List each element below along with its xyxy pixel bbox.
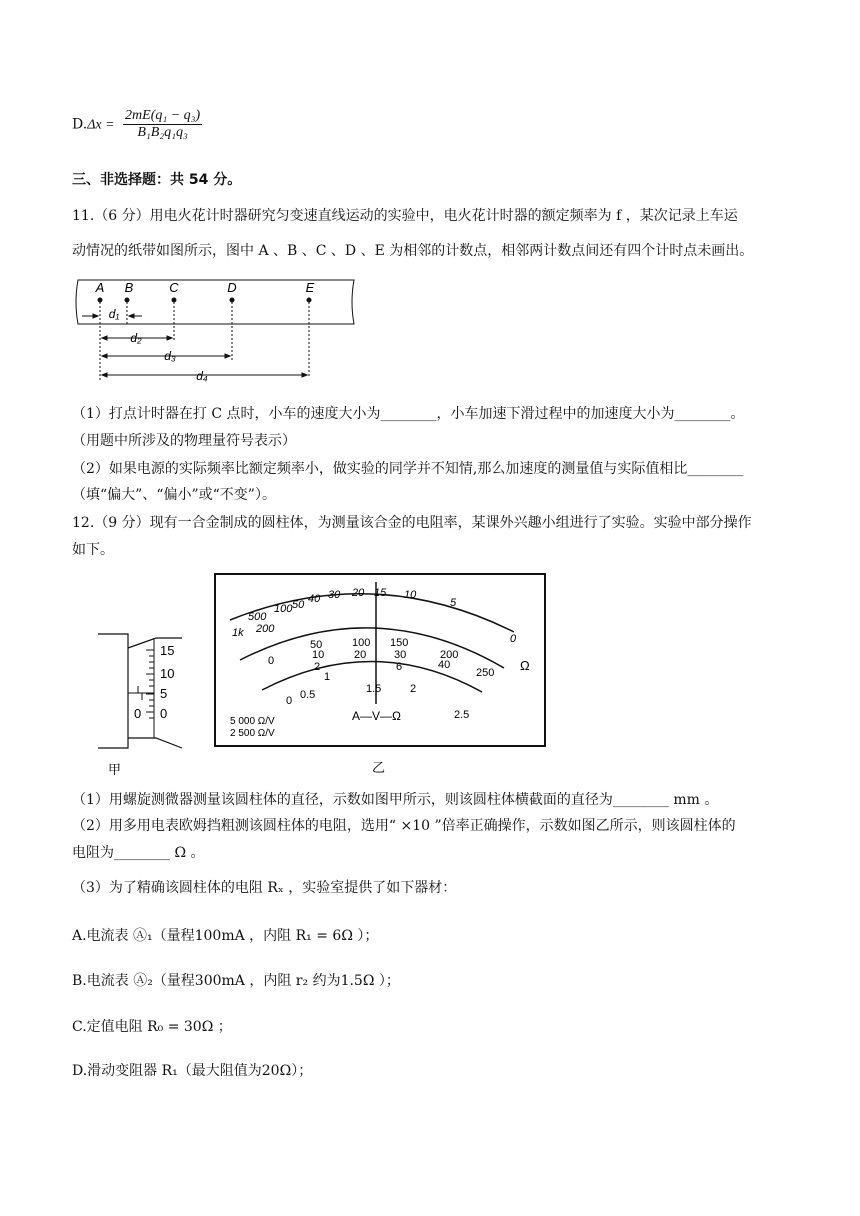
dc-0: 0 [268,655,275,667]
tape-point-e [307,298,312,303]
multimeter-figure [214,572,548,776]
ohm-20: 20 [352,587,365,599]
micrometer-5: 5 [160,686,168,701]
tape-point-a [98,298,103,303]
dc3-6: 6 [396,661,403,673]
meter-note-1: 5 000 Ω/V [230,716,275,727]
q11-sub2a: （2）如果电源的实际频率比额定频率小，做实验的同学并不知情,那么加速度的测量值与实际值相比________ [72,461,744,477]
q12-item-a: A.电流表 Ⓐ₁（量程100mA ，内阻 R₁ = 6Ω ）； [72,928,379,944]
option-d-lhs: Δx = [87,117,115,133]
ohm-200: 200 [256,623,275,635]
dc2-40: 40 [438,659,451,671]
ac-05: 0.5 [300,689,316,701]
dc2-20: 20 [354,649,367,661]
fig-jia-label: 甲 [108,762,122,777]
meter-center-label: A—V—Ω [352,709,401,723]
ohm-30: 30 [328,589,341,601]
q11-sub2b: （填“偏大”、“偏小”或“不变”）。 [72,487,276,503]
ac-2: 2 [410,683,417,695]
dc-250: 250 [476,667,495,679]
ohm-15: 15 [374,587,387,599]
q12-item-d: D.滑动变阻器 R₁（最大阻值为20Ω）； [72,1063,313,1079]
tape-point-c [172,298,177,303]
tape-label-a: A [95,280,105,295]
q11-line2: 动情况的纸带如图所示，图中 A 、B 、C 、D 、E 为相邻的计数点，相邻两计数点间还有四个计时点未画出。 [72,243,754,259]
fraction-denominator: B₁B₂q₁q₃ [137,125,188,140]
tape-label-d: D [227,280,237,295]
option-d [72,108,202,141]
ohm-10: 10 [404,589,417,601]
ac-0: 0 [286,695,293,707]
ohm-5: 5 [450,597,457,609]
dc2-10: 10 [312,649,325,661]
q12-sub1: （1）用螺旋测微器测量该圆柱体的直径，示数如图甲所示，则该圆柱体横截面的直径为________ mm 。 [72,792,719,808]
ohm-0: 0 [510,633,517,645]
ohm-1k: 1k [232,627,244,639]
ac-25: 2.5 [454,709,470,721]
tape-d2: d₂ [130,331,142,345]
paper-tape-figure [72,272,372,388]
meter-note-2: 2 500 Ω/V [230,728,275,739]
ohm-500: 500 [248,611,267,623]
tape-point-d [230,298,235,303]
tape-d1: d₁ [108,307,120,321]
dc3-2: 2 [314,661,321,673]
fraction-numerator: 2mE(q₁ − q₃) [125,108,201,123]
dc-150: 150 [390,637,409,649]
ohm-50: 50 [292,599,305,611]
tape-d4: d₄ [196,369,208,383]
ac-15: 1.5 [366,683,382,695]
q12-sub3: （3）为了精确该圆柱体的电阻 Rₓ ，实验室提供了如下器材： [72,880,457,896]
micrometer-figure [96,628,196,778]
tape-label-c: C [169,280,179,295]
ac-1: 1 [324,671,331,683]
dc-50: 50 [310,639,323,651]
dc2-30: 30 [394,649,407,661]
q11-sub1a: （1）打点计时器在打 C 点时，小车的速度大小为________，小车加速下滑过程中的加速度大小为________。 [72,406,745,422]
tape-d3: d₃ [164,349,176,363]
micrometer-main-0: 0 [134,706,142,721]
option-d-label: D. [72,116,88,133]
section-heading: 三、非选择题：共 54 分。 [72,172,242,188]
micrometer-10: 10 [160,666,175,681]
dc-100: 100 [352,637,371,649]
q12-sub2a: （2）用多用电表欧姆挡粗测该圆柱体的电阻，选用“ ×10 ”倍率正确操作，示数如图乙所示，则该圆柱体的 [72,818,736,834]
tape-label-e: E [305,280,315,295]
q12-item-c: C.定值电阻 R₀ = 30Ω ； [72,1019,232,1035]
tape-point-b [125,298,130,303]
dc-200: 200 [440,649,459,661]
tape-points [98,298,312,303]
meter-ohm-symbol: Ω [520,658,530,673]
q12-sub2b: 电阻为________ Ω 。 [72,845,205,861]
micrometer-15: 15 [160,643,175,658]
fig-yi-label: 乙 [372,760,386,775]
micrometer-0: 0 [160,706,168,721]
tape-label-b: B [124,280,134,295]
option-d-fraction [123,108,202,141]
q11-line1: 11.（6 分）用电火花计时器研究匀变速直线运动的实验中，电火花计时器的额定频率为 f ，某次记录上车运 [72,208,738,224]
q12-line1: 12.（9 分）现有一合金制成的圆柱体，为测量该合金的电阻率，某课外兴趣小组进行了实验。实验中部分操作 [72,515,752,531]
ohm-100: 100 [274,603,293,615]
q12-item-b: B.电流表 Ⓐ₂（量程300mA ，内阻 r₂ 约为1.5Ω ）； [72,973,400,989]
q12-line2: 如下。 [72,542,114,558]
q11-sub1b: （用题中所涉及的物理量符号表示） [72,433,296,449]
ohm-40: 40 [308,593,321,605]
